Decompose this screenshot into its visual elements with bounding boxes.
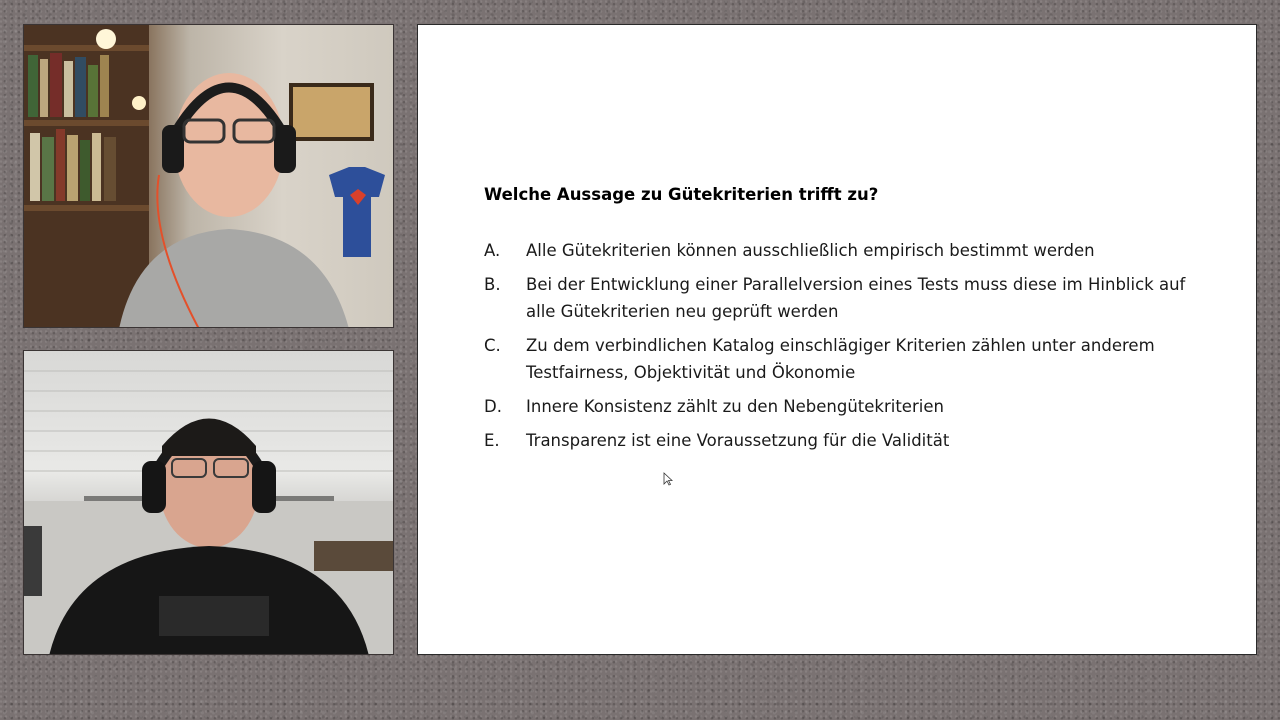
participant-video-top-scene [24, 25, 394, 328]
option-letter: A. [484, 241, 501, 260]
option-text: Transparenz ist eine Voraussetzung für die Validität [526, 431, 950, 450]
answer-option-c [484, 332, 1214, 386]
option-letter: D. [484, 397, 502, 416]
option-text: Bei der Entwicklung einer Parallelversion eines Tests muss diese im Hinblick auf alle Gütekriterien neu geprüft werden [526, 275, 1186, 321]
answer-option-d [484, 393, 1214, 420]
option-letter: B. [484, 275, 501, 294]
participant-video-bottom-scene [24, 351, 394, 655]
option-letter: C. [484, 336, 501, 355]
participant-video-top [23, 24, 394, 328]
option-text: Innere Konsistenz zählt zu den Nebengütekriterien [526, 397, 944, 416]
answer-options [484, 237, 1214, 461]
option-text: Alle Gütekriterien können ausschließlich empirisch bestimmt werden [526, 241, 1095, 260]
option-text: Zu dem verbindlichen Katalog einschlägiger Kriterien zählen unter anderem Testfairness, Objektivität und Ökonomie [526, 336, 1155, 382]
answer-option-e [484, 427, 1214, 454]
participant-video-bottom [23, 350, 394, 655]
mouse-pointer-icon [663, 472, 673, 486]
answer-option-a [484, 237, 1214, 264]
presentation-slide [417, 24, 1257, 655]
question-title: Welche Aussage zu Gütekriterien trifft zu? [484, 185, 879, 204]
answer-option-b [484, 271, 1214, 325]
option-letter: E. [484, 431, 500, 450]
